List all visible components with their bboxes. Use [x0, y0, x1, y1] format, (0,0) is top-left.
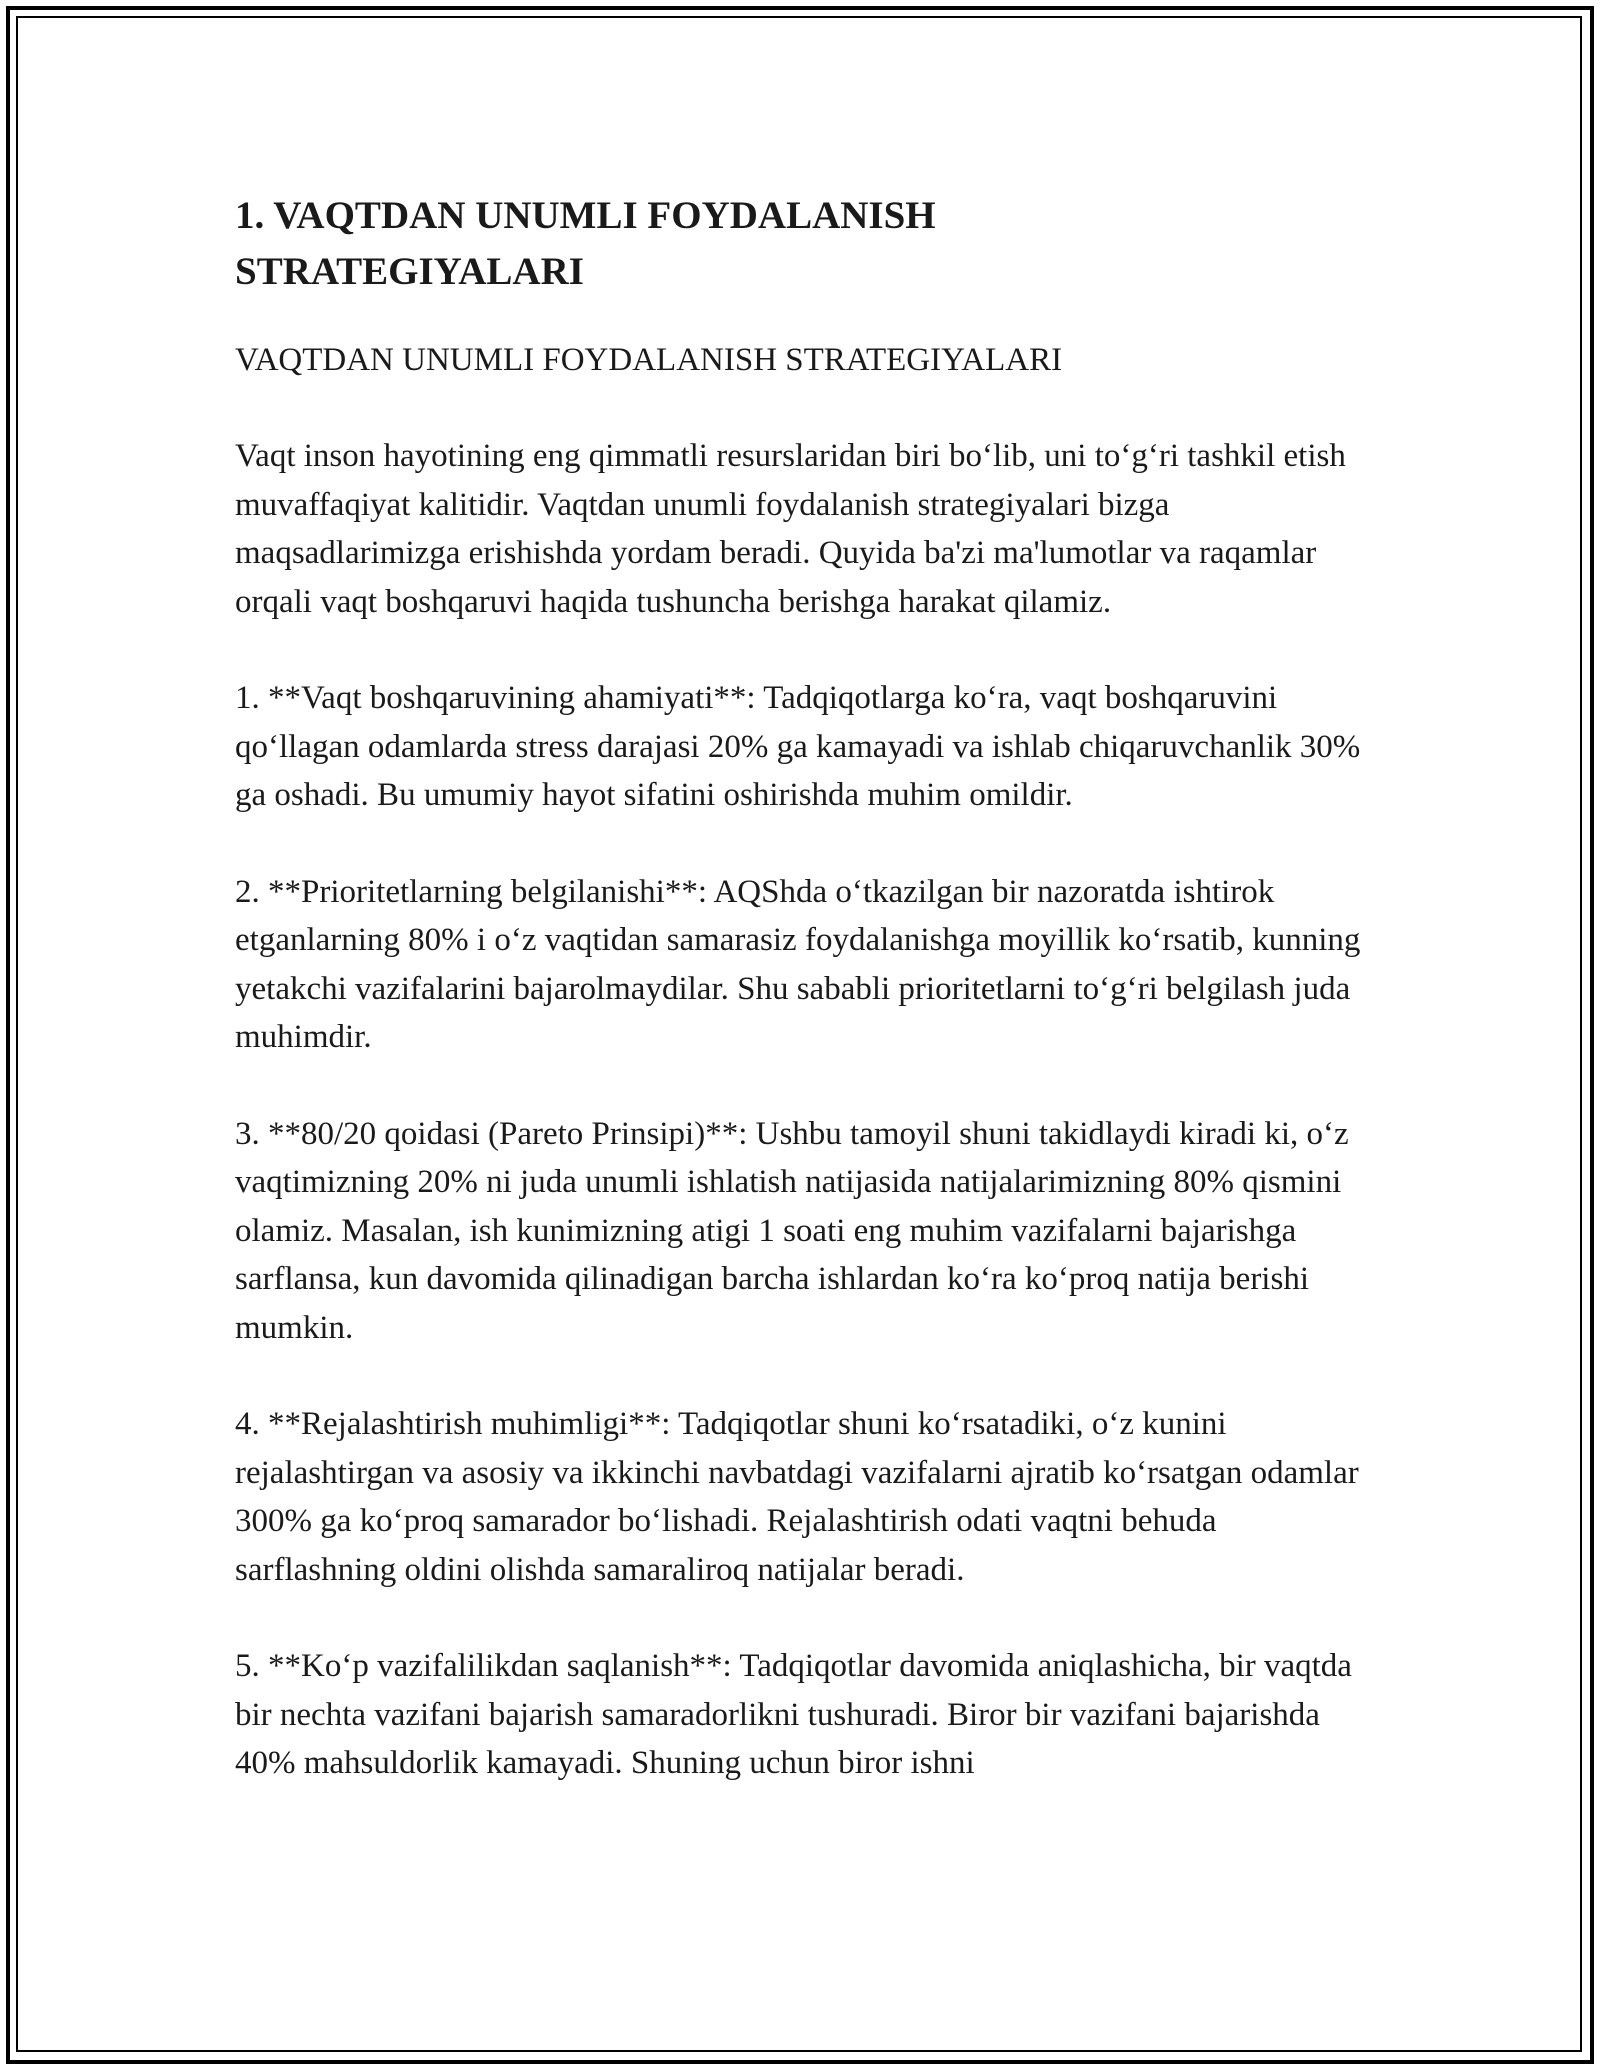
- paragraph-intro: Vaqt inson hayotining eng qimmatli resurslaridan biri boʻlib, uni toʻgʻri tashkil etish muvaffaqiyat kalitidir. Vaqtdan unumli foydalanish strategiyalari bizga maqsadlarimizga erishishda yordam beradi. Quyida ba'zi ma'lumotlar va raqamlar orqali vaqt boshqaruvi haqida tushuncha berishga harakat qilamiz.: [235, 438, 1346, 620]
- paragraph-item-2: 2. **Prioritetlarning belgilanishi**: AQShda oʻtkazilgan bir nazoratda ishtirok etganlarning 80% i oʻz vaqtidan samarasiz foydalanishga moyillik koʻrsatib, kunning yetakchi vazifalarini bajarolmaydilar. Shu sababli prioritetlarni toʻgʻri belgilash juda muhimdir.: [235, 873, 1361, 1055]
- paragraph-item-3: 3. **80/20 qoidasi (Pareto Prinsipi)**: Ushbu tamoyil shuni takidlaydi kiradi ki, oʻz vaqtimizning 20% ni juda unumli ishlatish natijasida natijalarimizning 80% qismini olamiz. Masalan, ish kunimizning atigi 1 soati eng muhim vazifalarni bajarishga sarflansa, kun davomida qilinadigan barcha ishlardan koʻra koʻproq natija berishi mumkin.: [235, 1115, 1349, 1346]
- paragraph-item-4: 4. **Rejalashtirish muhimligi**: Tadqiqotlar shuni koʻrsatadiki, oʻz kunini rejalashtirgan va asosiy va ikkinchi navbatdagi vazifalarni ajratib koʻrsatgan odamlar 300% ga koʻproq samarador boʻlishadi. Rejalashtirish odati vaqtni behuda sarflashning oldini olishda samaraliroq natijalar beradi.: [235, 1406, 1359, 1588]
- paragraph-item-5: 5. **Koʻp vazifalilikdan saqlanish**: Tadqiqotlar davomida aniqlashicha, bir vaqtda bir nechta vazifani bajarish samaradorlikni tushuradi. Biror bir vazifani bajarishda 40% mahsuldorlik kamayadi. Shuning uchun biror ishni: [235, 1648, 1352, 1781]
- document-title: 1. VAQTDAN UNUMLI FOYDALANISH STRATEGIYALARI: [235, 194, 936, 293]
- document-body: [235, 188, 1375, 1836]
- document-subtitle: VAQTDAN UNUMLI FOYDALANISH STRATEGIYALARI: [235, 342, 1063, 378]
- paragraph-item-1: 1. **Vaqt boshqaruvining ahamiyati**: Tadqiqotlarga koʻra, vaqt boshqaruvini qoʻllagan odamlarda stress darajasi 20% ga kamayadi va ishlab chiqaruvchanlik 30% ga oshadi. Bu umumiy hayot sifatini oshirishda muhim omildir.: [235, 680, 1361, 813]
